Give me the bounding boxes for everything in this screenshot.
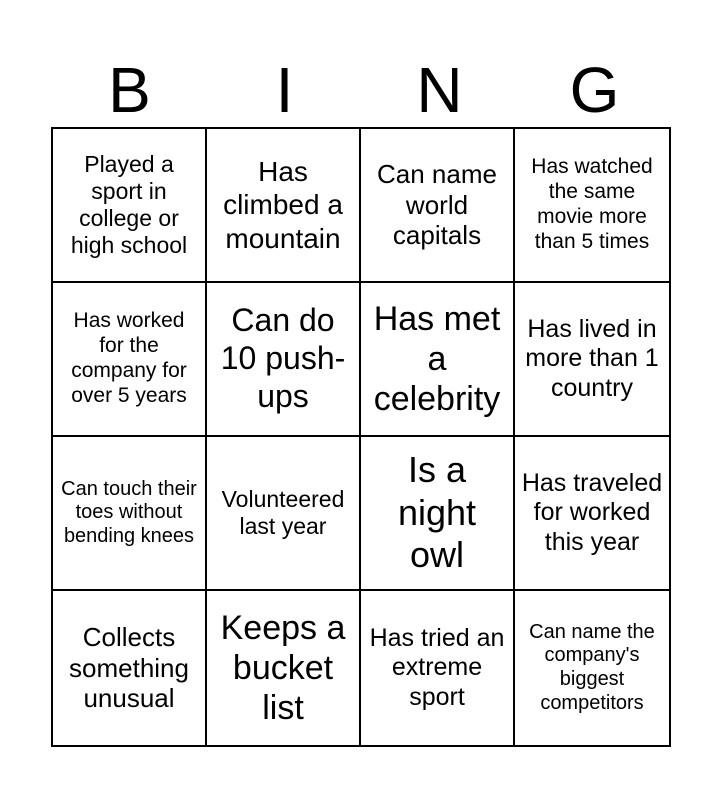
- cell-text: Has lived in more than 1 country: [525, 314, 659, 402]
- bingo-cell-r3c1[interactable]: [53, 437, 207, 591]
- bingo-cell-r2c4[interactable]: [515, 283, 669, 437]
- bingo-cell-r3c2[interactable]: [207, 437, 361, 591]
- bingo-cell-r1c1[interactable]: [53, 129, 207, 283]
- cell-text: Has met a celebrity: [373, 299, 501, 419]
- cell-text: Has climbed a mountain: [223, 156, 343, 254]
- bingo-cell-r1c4[interactable]: [515, 129, 669, 283]
- cell-text: Has tried an extreme sport: [369, 623, 505, 711]
- bingo-cell-r4c2[interactable]: [207, 591, 361, 745]
- cell-text: Keeps a bucket list: [220, 608, 346, 728]
- bingo-cell-r3c4[interactable]: [515, 437, 669, 591]
- bingo-cell-r4c3[interactable]: [361, 591, 515, 745]
- cell-text: Can touch their toes without bending knees: [61, 477, 197, 547]
- bingo-cell-r3c3[interactable]: [361, 437, 515, 591]
- header-letter-g: G: [569, 54, 620, 126]
- cell-text: Can name the company's biggest competitors: [529, 620, 655, 714]
- bingo-cell-r1c3[interactable]: [361, 129, 515, 283]
- cell-text: Is a night owl: [397, 449, 477, 576]
- cell-text: Can name world capitals: [377, 158, 497, 251]
- cell-text: Has traveled for worked this year: [521, 468, 663, 556]
- header-letter-n: N: [416, 54, 463, 126]
- cell-text: Played a sport in college or high school: [70, 150, 188, 259]
- bingo-board: [51, 127, 671, 747]
- header-letter-i: I: [275, 54, 294, 126]
- bingo-header: [52, 52, 672, 128]
- header-letter-b: B: [108, 54, 151, 126]
- bingo-cell-r2c1[interactable]: [53, 283, 207, 437]
- bingo-cell-r2c3[interactable]: [361, 283, 515, 437]
- cell-text: Has worked for the company for over 5 years: [71, 309, 187, 407]
- cell-text: Collects something unusual: [69, 621, 189, 714]
- bingo-cell-r4c1[interactable]: [53, 591, 207, 745]
- cell-text: Has watched the same movie more than 5 times: [531, 155, 653, 253]
- cell-text: Can do 10 push-ups: [220, 302, 346, 414]
- bingo-cell-r4c4[interactable]: [515, 591, 669, 745]
- cell-text: Volunteered last year: [221, 485, 345, 539]
- bingo-cell-r1c2[interactable]: [207, 129, 361, 283]
- bingo-cell-r2c2[interactable]: [207, 283, 361, 437]
